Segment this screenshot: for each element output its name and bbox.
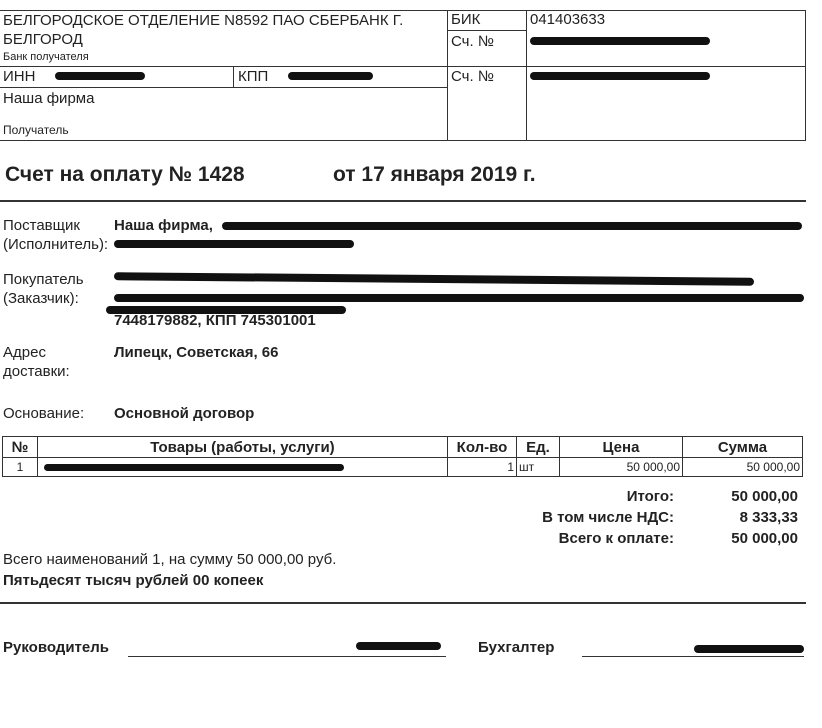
head-signature-label: Руководитель [3, 639, 109, 656]
col-header-goods: Товары (работы, услуги) [38, 437, 448, 458]
recipient-name: Наша фирма [3, 90, 95, 107]
redaction-mark [114, 294, 804, 302]
redaction-mark [356, 642, 441, 650]
row-qty: 1 [448, 458, 517, 477]
supplier-label-sub: (Исполнитель): [3, 236, 109, 253]
invoice-date: от 17 января 2019 г. [333, 163, 536, 186]
bank-name: БЕЛГОРОДСКОЕ ОТДЕЛЕНИЕ N8592 ПАО СБЕРБАНК Г. БЕЛГОРОД [3, 12, 404, 48]
title-underline [0, 200, 806, 202]
vat-value: 8 333,33 [739, 509, 798, 526]
table-row [3, 458, 803, 477]
redaction-mark [530, 37, 710, 45]
invoice-title: Счет на оплату № 1428 [5, 163, 245, 186]
row-num: 1 [3, 458, 38, 477]
bik-value: 041403633 [530, 11, 606, 28]
header-right-border [805, 10, 806, 141]
items-summary: Всего наименований 1, на сумму 50 000,00 руб. [3, 551, 337, 568]
header-inn-kpp-divider [233, 66, 234, 87]
header-bik-divider [447, 30, 526, 31]
col-header-sum: Сумма [683, 437, 803, 458]
table-header-row [3, 437, 803, 458]
buyer-label: Покупатель [3, 271, 84, 288]
summary-underline [0, 602, 806, 604]
kpp-label: КПП [238, 68, 269, 85]
redaction-mark [114, 272, 754, 286]
inn-label: ИНН [3, 68, 36, 85]
redaction-mark [530, 72, 710, 80]
accountant-signature-line [582, 656, 804, 657]
buyer-inn-kpp: 7448179882, КПП 745301001 [114, 312, 316, 329]
redaction-mark [222, 222, 802, 230]
row-price: 50 000,00 [560, 458, 683, 477]
col-header-price: Цена [560, 437, 683, 458]
col-header-num: № [3, 437, 38, 458]
header-vdiv-2 [526, 10, 527, 141]
recipient-bank-label: Банк получателя [3, 51, 89, 63]
header-bottom-border [0, 140, 806, 141]
total-value: 50 000,00 [731, 488, 798, 505]
col-header-qty: Кол-во [448, 437, 517, 458]
correspondent-account-label: Сч. № [451, 33, 494, 50]
accountant-signature-label: Бухгалтер [478, 639, 555, 656]
redaction-mark [44, 464, 344, 471]
redaction-mark [288, 72, 373, 80]
recipient-label: Получатель [3, 123, 69, 137]
account-label: Сч. № [451, 68, 494, 85]
header-inn-border [0, 87, 447, 88]
items-table [2, 436, 803, 477]
row-unit: шт [517, 458, 560, 477]
supplier-label: Поставщик [3, 217, 80, 234]
bik-label: БИК [451, 11, 481, 28]
vat-label: В том числе НДС: [542, 509, 674, 526]
row-goods [38, 458, 448, 477]
delivery-address: Липецк, Советская, 66 [114, 344, 279, 361]
pay-label: Всего к оплате: [558, 530, 674, 547]
redaction-mark [114, 240, 354, 248]
redaction-mark [55, 72, 145, 80]
col-header-unit: Ед. [517, 437, 560, 458]
header-mid-border [0, 66, 806, 67]
basis-label: Основание: [3, 405, 85, 422]
total-label: Итого: [626, 488, 674, 505]
amount-in-words: Пятьдесят тысяч рублей 00 копеек [3, 572, 264, 589]
address-label-sub: доставки: [3, 363, 70, 380]
supplier-value: Наша фирма, [114, 217, 213, 234]
head-signature-line [128, 656, 446, 657]
redaction-mark [694, 645, 804, 653]
buyer-label-sub: (Заказчик): [3, 290, 79, 307]
row-sum: 50 000,00 [683, 458, 803, 477]
address-label: Адрес [3, 344, 46, 361]
pay-value: 50 000,00 [731, 530, 798, 547]
basis-value: Основной договор [114, 405, 255, 422]
